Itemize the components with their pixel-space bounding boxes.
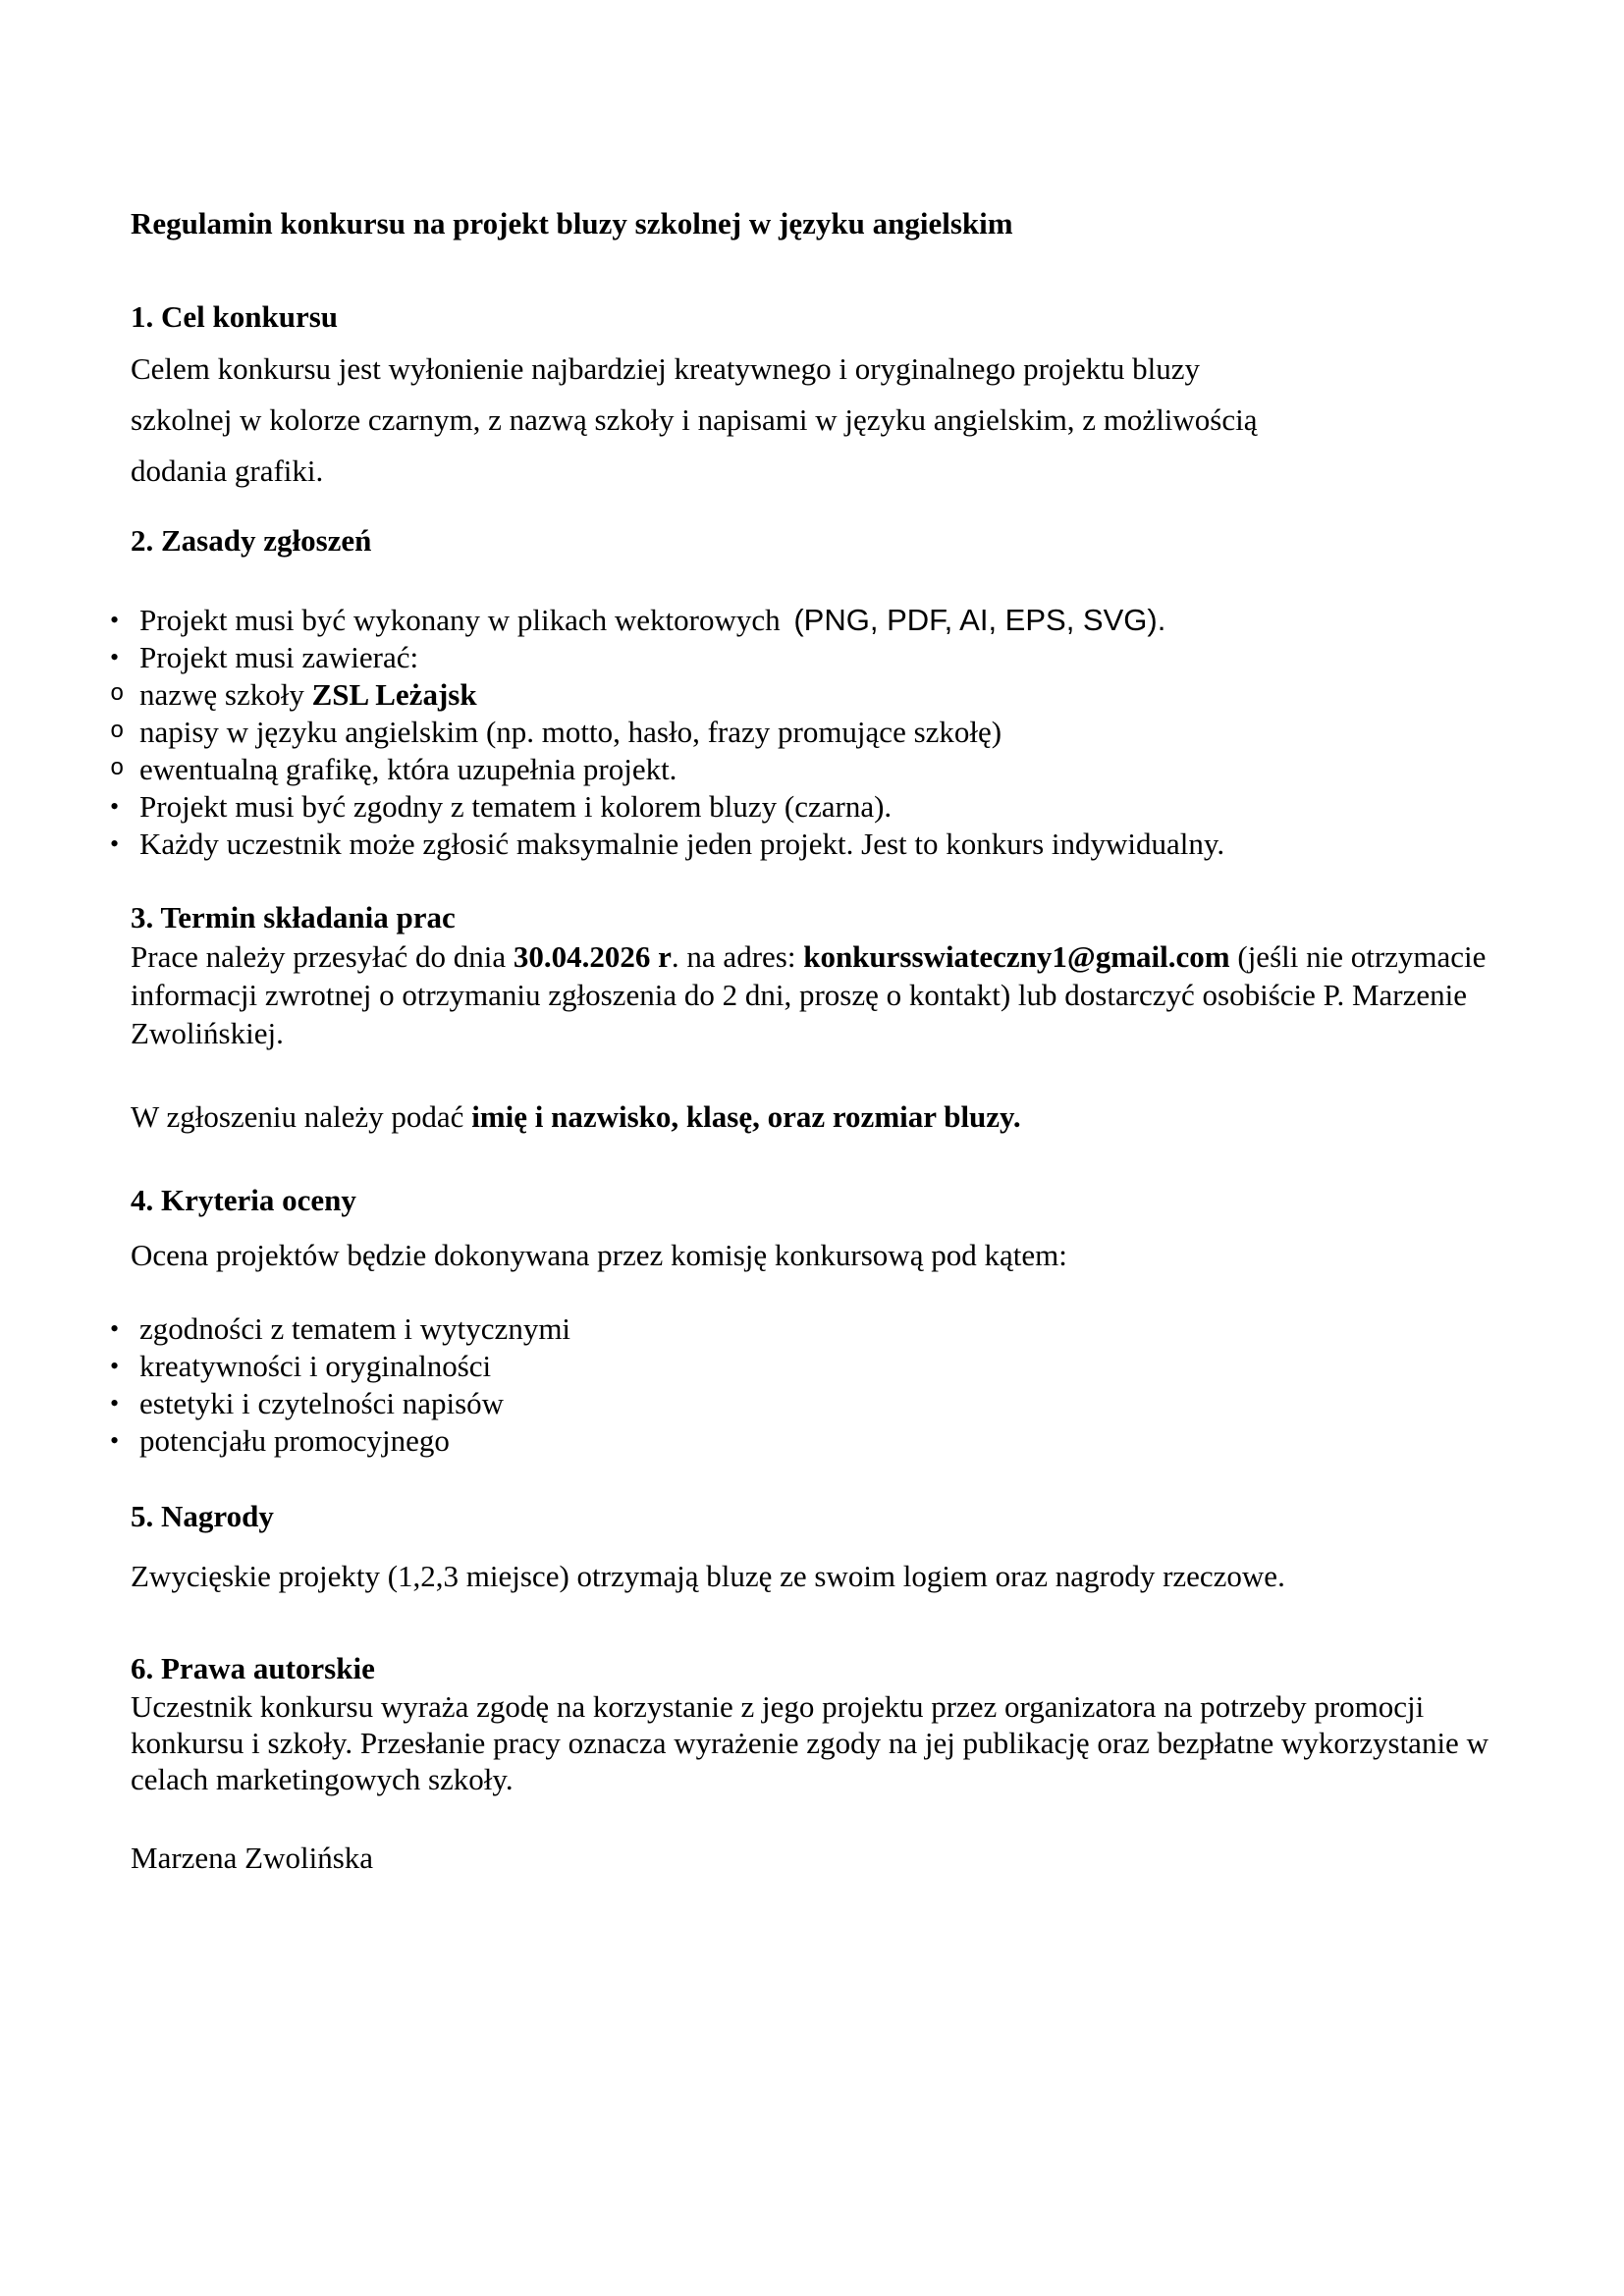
file-formats-run: (PNG, PDF, AI, EPS, SVG).: [793, 603, 1166, 637]
deadline-mid-run: . na adres:: [671, 939, 804, 974]
criteria-item-text: zgodności z tematem i wytycznymi: [139, 1311, 571, 1346]
sub-bullet-marker: o: [110, 719, 125, 745]
criteria-list: [98, 1310, 1516, 1460]
section-3-heading: 3. Termin składania prac: [131, 900, 456, 934]
signature: Marzena Zwolińska: [131, 1841, 374, 1875]
bullet-marker: •: [110, 829, 120, 858]
deadline-pre-run: Prace należy przesyłać do dnia: [131, 939, 514, 974]
sub-bullet-marker: o: [110, 756, 125, 782]
rule-school-name-text: [139, 676, 1516, 714]
criteria-item-promo: [98, 1422, 1516, 1460]
deadline-paragraph: [131, 937, 1495, 1052]
rule-optional-graphics: [98, 751, 1516, 788]
bullet-marker: •: [110, 1352, 120, 1380]
document-title: Regulamin konkursu na projekt bluzy szkolnej w języku angielskim: [131, 206, 1013, 240]
section-1-body: Celem konkursu jest wyłonienie najbardziej kreatywnego i oryginalnego projektu bluzy szkolnej w kolorze czarnym, z nazwą szkoły i napisami w języku angielskim, z możliwością dodania grafiki.: [131, 351, 1258, 488]
rule-one-project: [98, 826, 1516, 863]
prizes-paragraph: Zwycięskie projekty (1,2,3 miejsce) otrzymają bluzę ze swoim logiem oraz nagrody rzeczowe.: [131, 1559, 1285, 1593]
criteria-item-text: estetyki i czytelności napisów: [139, 1386, 505, 1420]
deadline-date: 30.04.2026 r: [513, 939, 672, 974]
rule-file-format-serif-run: Projekt musi być wykonany w plikach wektorowych: [139, 603, 788, 637]
rule-file-format-text: [139, 602, 1516, 639]
section-4-heading: 4. Kryteria oceny: [131, 1183, 356, 1217]
criteria-item-text: potencjału promocyjnego: [139, 1423, 450, 1458]
rules-list: [98, 602, 1516, 863]
bullet-marker: •: [110, 1426, 120, 1455]
bullet-marker: •: [110, 643, 120, 671]
contact-email: konkursswiateczny1@gmail.com: [803, 939, 1230, 974]
bullet-marker: •: [110, 792, 120, 821]
bullet-marker: •: [110, 606, 120, 634]
rule-must-contain: [98, 639, 1516, 676]
rule-school-name-pre-run: nazwę szkoły: [139, 677, 312, 712]
rule-school-name: [98, 676, 1516, 714]
rule-english-texts-text: napisy w języku angielskim (np. motto, hasło, frazy promujące szkołę): [139, 715, 1002, 749]
rule-english-texts: [98, 714, 1516, 751]
section-5-heading: 5. Nagrody: [131, 1499, 274, 1533]
criteria-intro: Ocena projektów będzie dokonywana przez komisję konkursową pod kątem:: [131, 1238, 1067, 1272]
school-name: ZSL Leżajsk: [311, 677, 477, 712]
rule-optional-graphics-text: ewentualną grafikę, która uzupełnia projekt.: [139, 752, 677, 786]
rule-file-format: [98, 602, 1516, 639]
submission-note-bold-run: imię i nazwisko, klasę, oraz rozmiar bluzy.: [471, 1099, 1021, 1134]
criteria-item-text: kreatywności i oryginalności: [139, 1349, 492, 1383]
criteria-item-aesthetics: [98, 1385, 1516, 1422]
rule-one-project-text: Każdy uczestnik może zgłosić maksymalnie jeden projekt. Jest to konkurs indywidualny.: [139, 827, 1225, 861]
section-2-heading: 2. Zasady zgłoszeń: [131, 523, 372, 558]
rule-theme-color-text: Projekt musi być zgodny z tematem i kolorem bluzy (czarna).: [139, 789, 893, 824]
rule-theme-color: [98, 788, 1516, 826]
section-6-heading: 6. Prawa autorskie: [131, 1651, 375, 1685]
copyright-paragraph: Uczestnik konkursu wyraża zgodę na korzystanie z jego projektu przez organizatora na potrzeby promocji konkursu i szkoły. Przesłanie pracy oznacza wyrażenie zgody na jej publikację oraz bezpłatne wykorzystanie w celach marketingowych szkoły.: [131, 1689, 1489, 1796]
bullet-marker: •: [110, 1389, 120, 1417]
bullet-marker: •: [110, 1314, 120, 1343]
section-1-heading: 1. Cel konkursu: [131, 299, 339, 334]
submission-note-pre-run: W zgłoszeniu należy podać: [131, 1099, 472, 1134]
rule-must-contain-text: Projekt musi zawierać:: [139, 640, 419, 674]
sub-bullet-marker: o: [110, 681, 125, 708]
criteria-item-creativity: [98, 1348, 1516, 1385]
criteria-item-theme: [98, 1310, 1516, 1348]
submission-note: [131, 1097, 1516, 1137]
deadline-rest-run: (jeśli nie otrzymacie informacji zwrotnej o otrzymaniu zgłoszenia do 2 dni, proszę o kontakt) lub dostarczyć osobiście P. Marzenie Zwolińskiej.: [131, 939, 1487, 1050]
